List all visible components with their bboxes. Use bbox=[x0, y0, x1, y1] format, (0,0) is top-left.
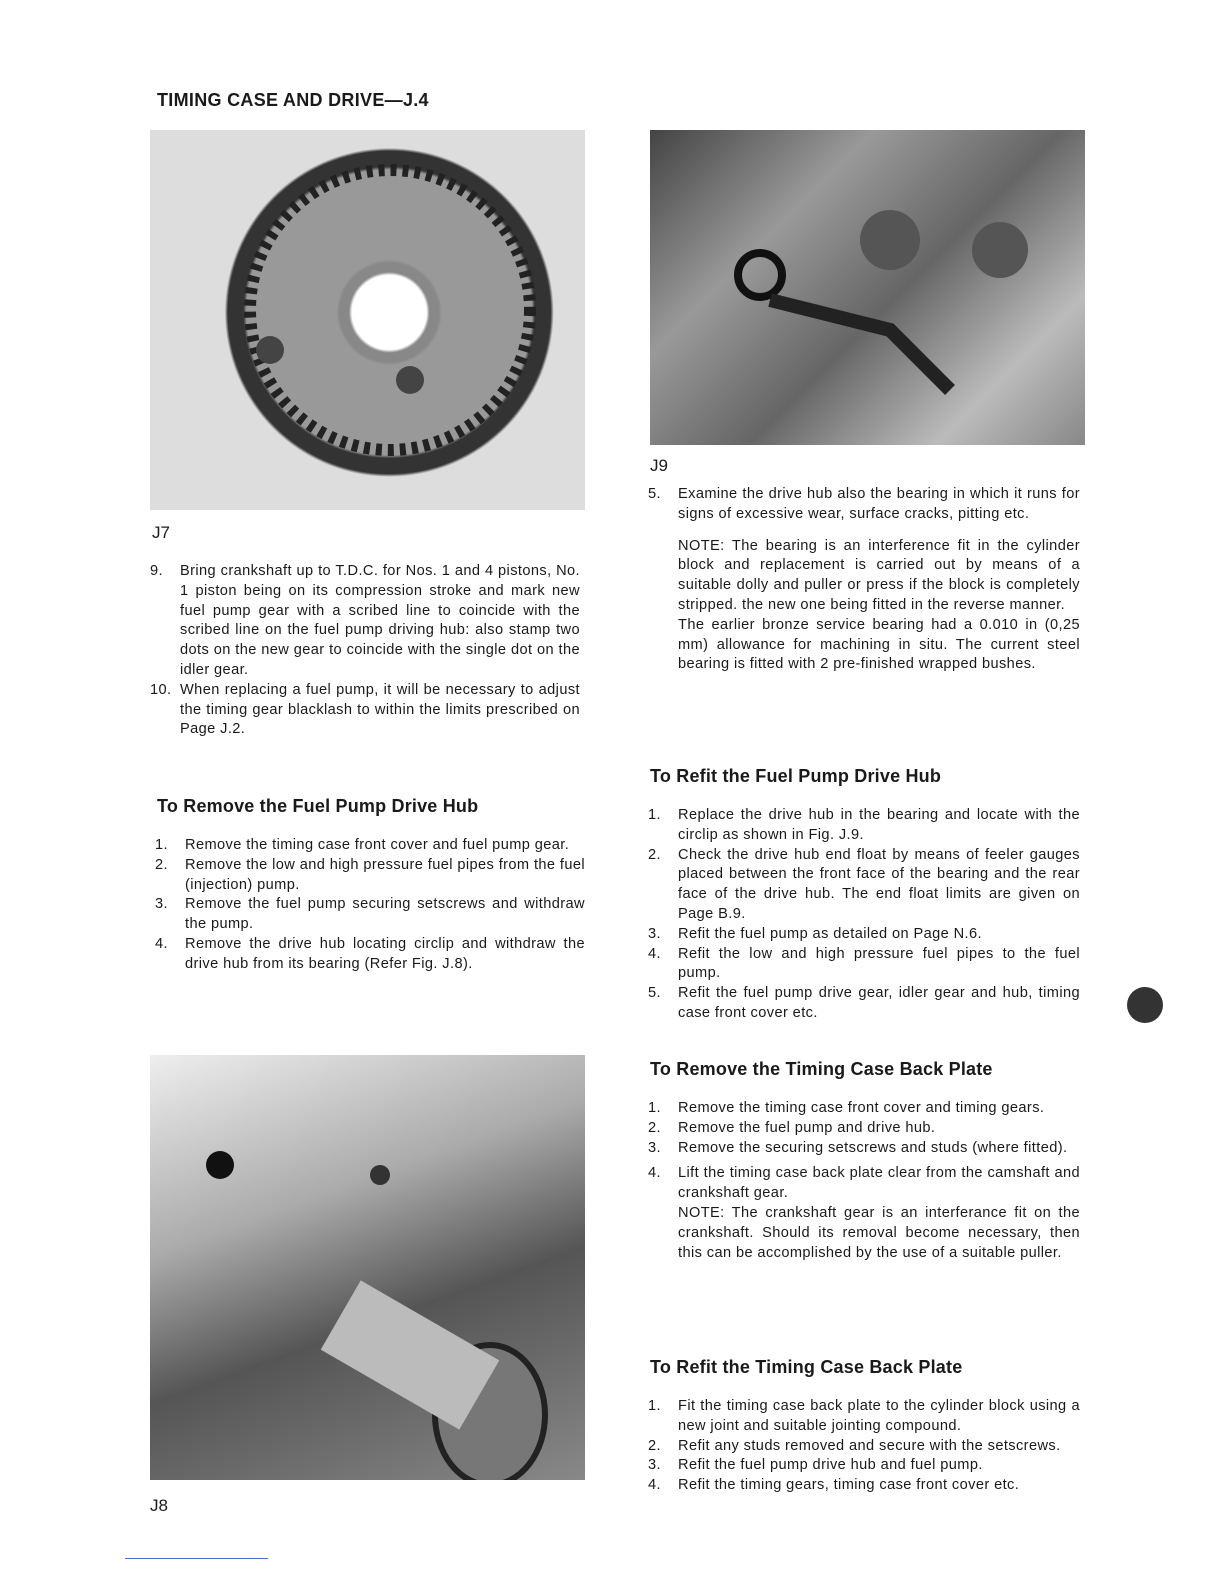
item-number: 9. bbox=[150, 563, 163, 579]
item-text: Refit any studs removed and secure with the setscrews. bbox=[678, 1437, 1061, 1454]
figure-j9-caption: J9 bbox=[650, 456, 668, 475]
item-text: Replace the drive hub in the bearing and locate with the circlip as shown in Fig. J.9. bbox=[678, 807, 1080, 843]
item-number: 2. bbox=[648, 1119, 661, 1136]
list-item bbox=[648, 1476, 1080, 1496]
item-text: Remove the drive hub locating circlip and withdraw the drive hub from its bearing (Refer Fig. J.8). bbox=[185, 935, 585, 972]
remove-plate-steps bbox=[648, 1099, 1080, 1263]
item-number: 4. bbox=[155, 935, 168, 952]
item-text: Remove the fuel pump and drive hub. bbox=[678, 1119, 936, 1136]
item-number: 1. bbox=[155, 837, 168, 853]
list-item bbox=[155, 895, 585, 935]
list-item bbox=[155, 836, 585, 856]
item-number: 3. bbox=[155, 896, 168, 913]
item-number: 4. bbox=[648, 1165, 661, 1182]
section-heading: To Remove the Fuel Pump Drive Hub bbox=[157, 796, 479, 816]
item-text: Refit the low and high pressure fuel pipes to the fuel pump. bbox=[678, 945, 1080, 982]
item-number: 10. bbox=[150, 681, 172, 698]
item-number: 3. bbox=[648, 925, 661, 942]
list-item bbox=[648, 846, 1080, 925]
list-item bbox=[648, 1397, 1080, 1437]
right-steps bbox=[648, 485, 1080, 675]
refit-plate-steps bbox=[648, 1397, 1080, 1496]
item-text: Lift the timing case back plate clear from the camshaft and crankshaft gear. bbox=[678, 1165, 1080, 1202]
note-text: NOTE: The crankshaft gear is an interferance fit on the crankshaft. Should its removal become necessary, then this can be accomplished by the use of a suitable puller. bbox=[678, 1204, 1080, 1261]
list-item bbox=[648, 1099, 1080, 1119]
gear-icon bbox=[150, 130, 585, 510]
item-text: Remove the securing setscrews and studs (where fitted). bbox=[678, 1139, 1068, 1156]
item-number: 2. bbox=[648, 1437, 661, 1454]
item-number: 4. bbox=[648, 1477, 661, 1494]
figure-j9-circlip-photo bbox=[650, 130, 1085, 445]
figure-j8-hub-photo bbox=[150, 1055, 585, 1480]
list-item bbox=[648, 1456, 1080, 1476]
figure-j7-gear-photo bbox=[150, 130, 585, 510]
section-heading: To Refit the Timing Case Back Plate bbox=[650, 1357, 963, 1377]
list-item bbox=[648, 1164, 1080, 1204]
remove-hub-steps bbox=[155, 836, 585, 975]
footer-rule bbox=[125, 1558, 268, 1559]
item-text: Fit the timing case back plate to the cylinder block using a new joint and suitable jointing compound. bbox=[678, 1398, 1080, 1434]
list-item bbox=[648, 945, 1080, 985]
item-number: 5. bbox=[648, 985, 661, 1002]
item-text: Refit the fuel pump as detailed on Page N.6. bbox=[678, 925, 982, 942]
list-item bbox=[648, 1437, 1080, 1457]
list-item bbox=[648, 925, 1080, 945]
item-number: 3. bbox=[648, 1457, 661, 1474]
figure-j8-caption: J8 bbox=[150, 1496, 168, 1515]
note-text: NOTE: The bearing is an interference fit in the cylinder block and replacement is carried out by means of a suitable dolly and puller or press if the block is completely stripped. the new one being fitted in the reverse manner. bbox=[678, 537, 1080, 613]
section-heading: To Remove the Timing Case Back Plate bbox=[650, 1059, 993, 1079]
item-text: Check the drive hub end float by means of feeler gauges placed between the front face of the bearing and the rear face of the drive hub. The end float limits are given on Page B.9. bbox=[678, 846, 1080, 922]
list-item bbox=[648, 1119, 1080, 1139]
item-number: 1. bbox=[648, 1398, 661, 1414]
circlip-pliers-icon bbox=[650, 130, 1085, 445]
section-heading: To Refit the Fuel Pump Drive Hub bbox=[650, 766, 942, 786]
list-item bbox=[648, 1139, 1080, 1159]
item-text: Examine the drive hub also the bearing in which it runs for signs of excessive wear, surface cracks, pitting etc. bbox=[678, 486, 1080, 522]
item-text: Remove the timing case front cover and fuel pump gear. bbox=[185, 837, 570, 853]
list-item bbox=[648, 485, 1080, 525]
list-item bbox=[648, 806, 1080, 846]
item-text: Refit the fuel pump drive hub and fuel pump. bbox=[678, 1457, 983, 1474]
list-item bbox=[155, 935, 585, 975]
left-steps bbox=[150, 562, 580, 740]
item-text: Refit the timing gears, timing case front cover etc. bbox=[678, 1477, 1020, 1494]
refit-hub-steps bbox=[648, 806, 1080, 1024]
item-text: Remove the low and high pressure fuel pipes from the fuel (injection) pump. bbox=[185, 856, 586, 893]
item-text: Bring crankshaft up to T.D.C. for Nos. 1 and 4 pistons, No. 1 piston being on its compression stroke and mark new fuel pump gear with a scribed line to coincide with the scribed line on the fuel pump driving hub: also stamp two dots on the new gear to coincide with the single dot on the idler gear. bbox=[180, 563, 580, 678]
item-number: 3. bbox=[648, 1139, 661, 1156]
note-text: The earlier bronze service bearing had a 0.010 in (0,25 mm) allowance for machining in situ. The current steel bearing is fitted with 2 pre-finished wrapped bushes. bbox=[678, 616, 1080, 673]
list-item bbox=[150, 562, 580, 681]
item-text: Remove the fuel pump securing setscrews and withdraw the pump. bbox=[185, 896, 585, 933]
item-text: When replacing a fuel pump, it will be necessary to adjust the timing gear blacklash to within the limits prescribed on Page J.2. bbox=[180, 681, 580, 738]
item-text: Refit the fuel pump drive gear, idler gear and hub, timing case front cover etc. bbox=[678, 985, 1080, 1021]
item-text: Remove the timing case front cover and timing gears. bbox=[678, 1100, 1045, 1116]
list-item bbox=[155, 856, 585, 896]
item-number: 4. bbox=[648, 945, 661, 962]
item-number: 2. bbox=[155, 856, 168, 873]
page-title: TIMING CASE AND DRIVE—J.4 bbox=[157, 90, 429, 110]
page-marker-dot bbox=[1127, 987, 1163, 1023]
figure-j7-caption: J7 bbox=[152, 523, 170, 542]
item-number: 2. bbox=[648, 846, 661, 863]
drive-hub-icon bbox=[150, 1055, 585, 1480]
list-item bbox=[150, 681, 580, 740]
item-number: 5. bbox=[648, 486, 661, 502]
item-number: 1. bbox=[648, 807, 661, 823]
list-item bbox=[648, 984, 1080, 1024]
item-number: 1. bbox=[648, 1100, 661, 1116]
